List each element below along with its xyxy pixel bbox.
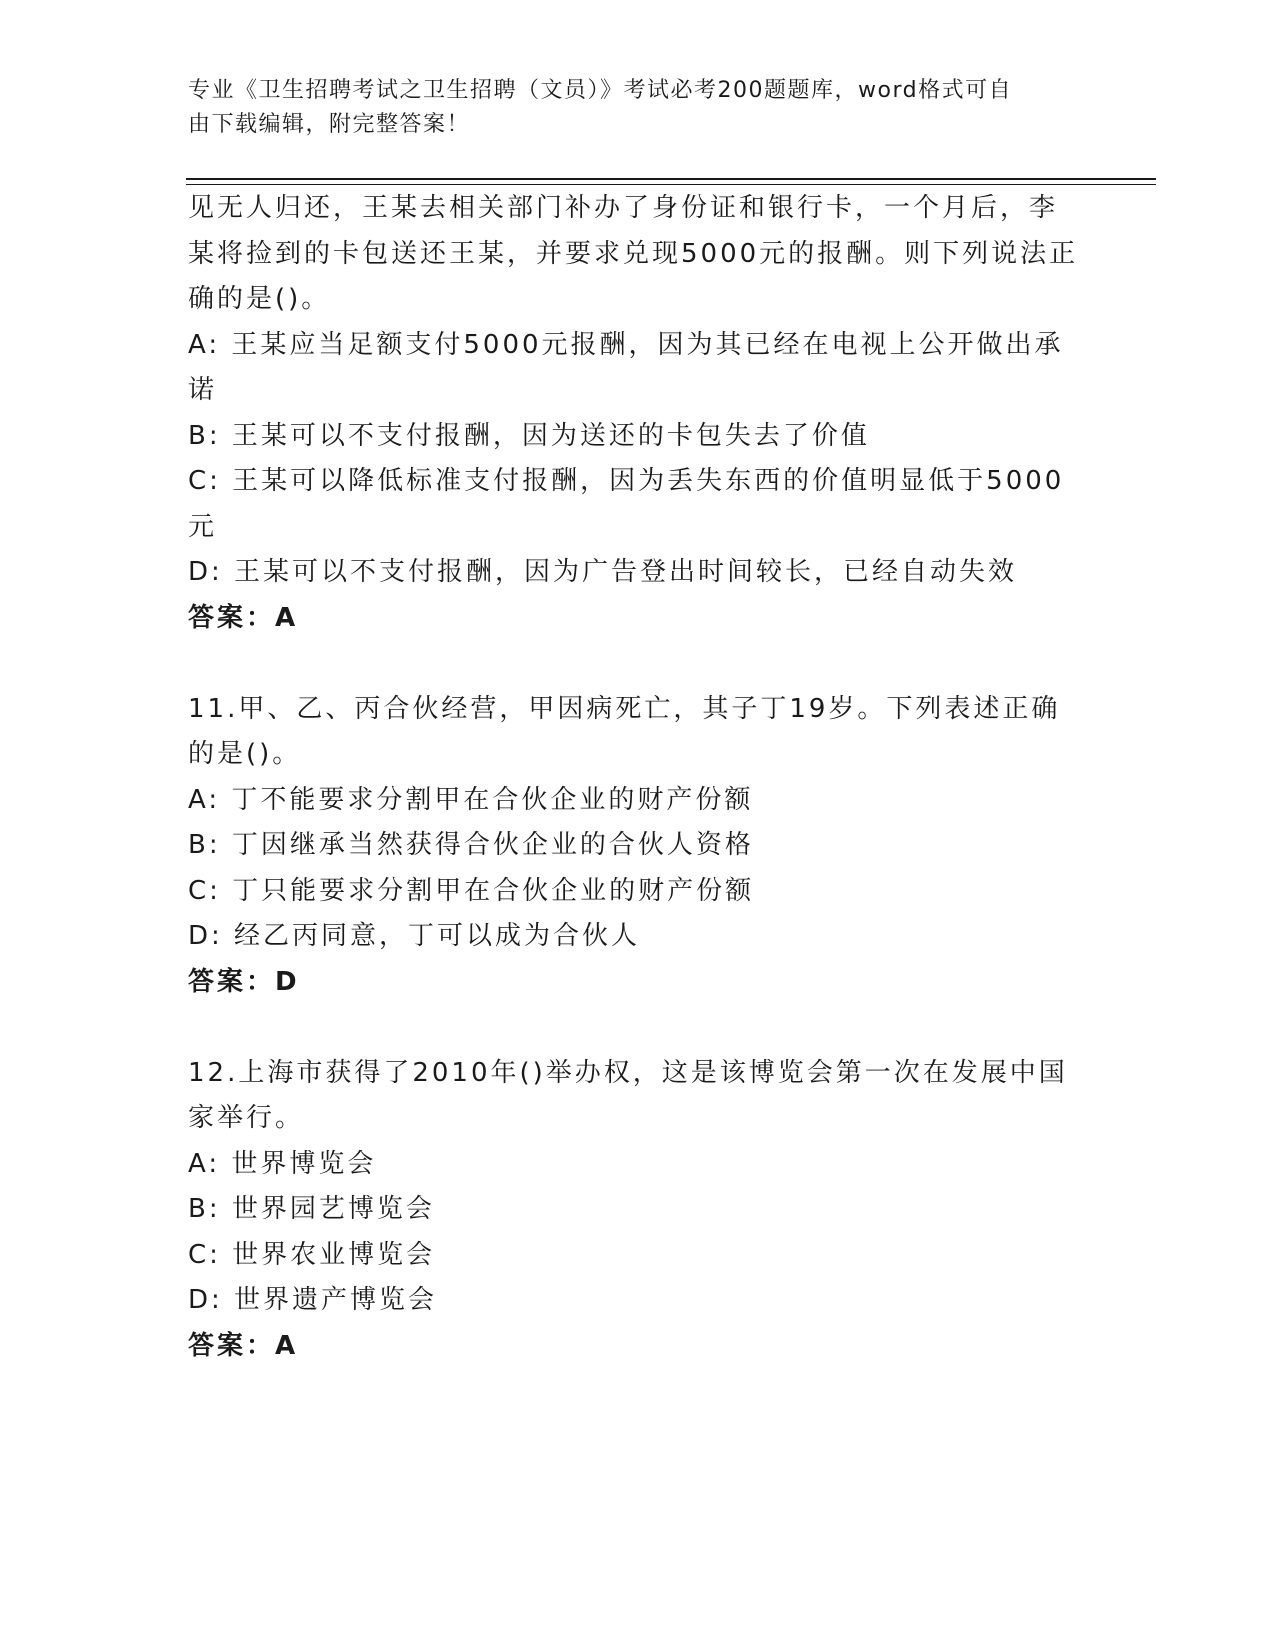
option-a-continued: 诺 <box>188 375 218 405</box>
question-spacer <box>188 641 1088 687</box>
header-rule-thin <box>186 184 1156 185</box>
header-line-1: 专业《卫生招聘考试之卫生招聘（文员）》考试必考200题题库，word格式可自 <box>188 78 1013 103</box>
question-stem-line: 12.上海市获得了2010年()举办权，这是该博览会第一次在发展中国 <box>188 1057 1068 1088</box>
question-11 <box>188 687 1088 1006</box>
document-header <box>188 74 1068 142</box>
answer-label: 答案：A <box>188 1330 299 1361</box>
question-10 <box>188 186 1088 641</box>
option-d: D: 世界遗产博览会 <box>188 1285 438 1315</box>
option-a: A: 王某应当足额支付5000元报酬，因为其已经在电视上公开做出承 <box>188 329 1064 360</box>
option-d: D: 王某可以不支付报酬，因为广告登出时间较长，已经自动失效 <box>188 557 1018 587</box>
option-b: B: 世界园艺博览会 <box>188 1194 435 1224</box>
answer-label: 答案：A <box>188 602 299 633</box>
option-b: B: 王某可以不支付报酬，因为送还的卡包失去了价值 <box>188 420 870 451</box>
option-c: C: 王某可以降低标准支付报酬，因为丢失东西的价值明显低于5000 <box>188 466 1065 496</box>
option-a: A: 世界博览会 <box>188 1148 377 1179</box>
question-stem-line: 家举行。 <box>188 1103 305 1133</box>
option-c: C: 世界农业博览会 <box>188 1239 436 1270</box>
option-c-continued: 元 <box>188 511 218 542</box>
question-12 <box>188 1051 1088 1370</box>
question-stem-line: 的是()。 <box>188 739 302 769</box>
header-rule-thick <box>186 178 1156 180</box>
question-stem-line: 见无人归还，王某去相关部门补办了身份证和银行卡，一个月后，李 <box>188 193 1059 223</box>
option-b: B: 丁因继承当然获得合伙企业的合伙人资格 <box>188 830 754 860</box>
option-c: C: 丁只能要求分割甲在合伙企业的财产份额 <box>188 875 755 906</box>
question-stem-line: 11.甲、乙、丙合伙经营，甲因病死亡，其子丁19岁。下列表述正确 <box>188 693 1061 724</box>
question-list <box>188 186 1088 1369</box>
option-a: A: 丁不能要求分割甲在合伙企业的财产份额 <box>188 784 754 815</box>
question-spacer <box>188 1005 1088 1051</box>
header-line-2: 由下载编辑，附完整答案！ <box>188 112 471 137</box>
question-stem-line: 某将捡到的卡包送还王某，并要求兑现5000元的报酬。则下列说法正 <box>188 238 1079 269</box>
answer-label: 答案：D <box>188 966 300 997</box>
option-d: D: 经乙丙同意，丁可以成为合伙人 <box>188 921 641 951</box>
question-stem-line: 确的是()。 <box>188 284 331 314</box>
